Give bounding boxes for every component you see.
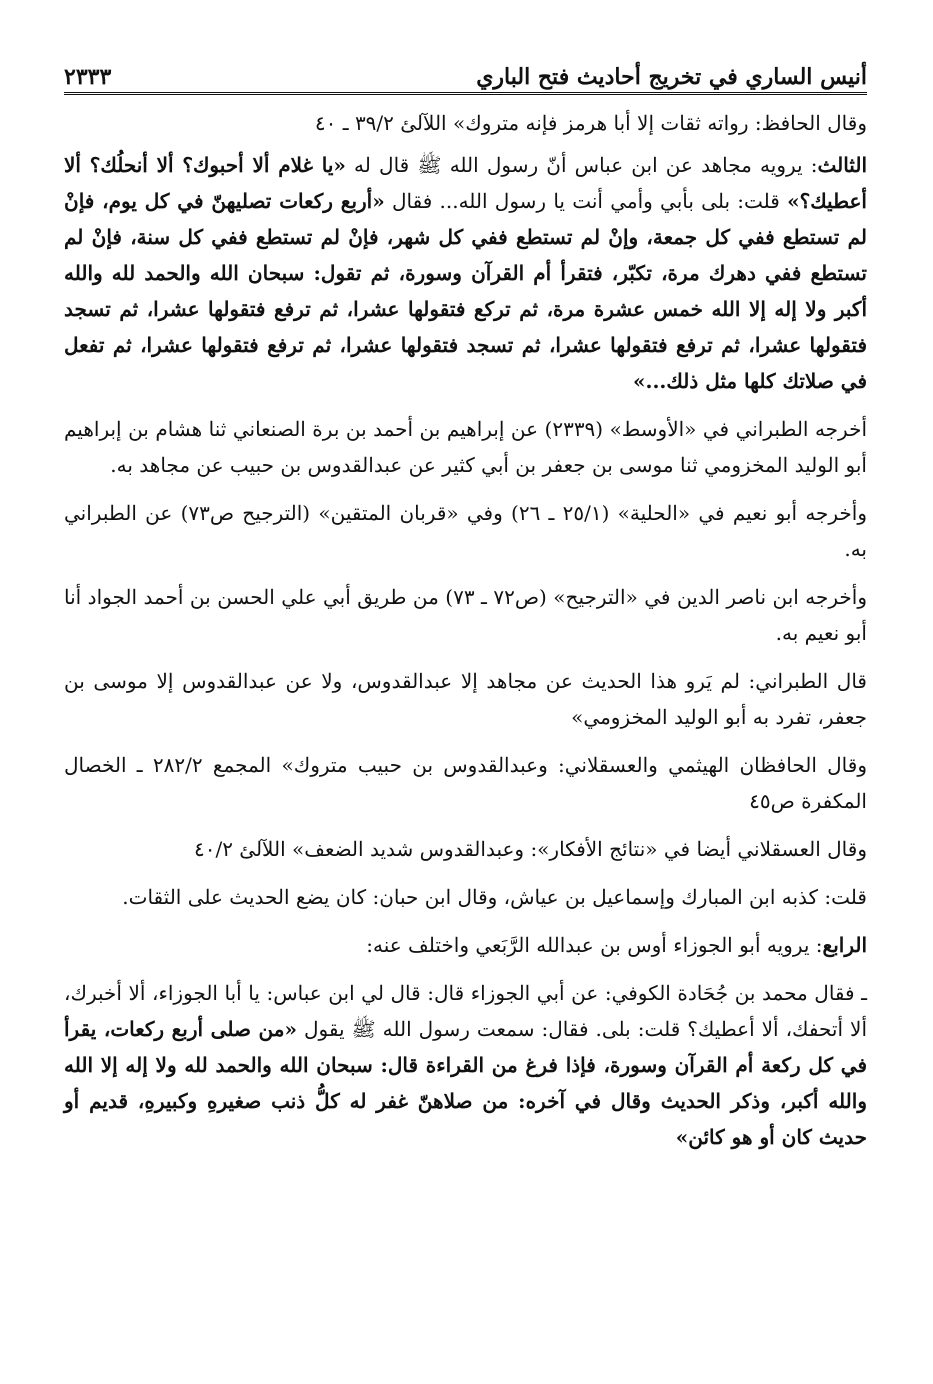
paragraph: [64, 831, 867, 867]
page-body: [64, 105, 867, 1155]
text-segment: : يرويه أبو الجوزاء أوس بن عبدالله الرَّبَعي واختلف عنه:: [366, 933, 823, 957]
text-segment: وأخرجه ابن ناصر الدين في «الترجيح» (ص٧٢ ـ ٧٣) من طريق أبي علي الحسن بن أحمد الجواد أنا أبو نعيم به.: [64, 585, 868, 645]
text-segment: قلت: كذبه ابن المبارك وإسماعيل بن عياش، وقال ابن حبان: كان يضع الحديث على الثقات.: [122, 885, 867, 909]
paragraph: [64, 411, 867, 483]
paragraph: [64, 495, 867, 567]
paragraph: [64, 147, 867, 399]
page-number: ٢٣٣٣: [64, 64, 112, 90]
text-segment: قلت: بلى بأبي وأمي أنت يا رسول الله... فقال: [384, 189, 788, 213]
text-segment: أخرجه الطبراني في «الأوسط» (٢٣٣٩) عن إبراهيم بن أحمد بن برة الصنعاني ثنا هشام بن إبراهيم أبو الوليد المخزومي ثنا موسى بن جعفر بن أبي كثير عن عبدالقدوس بن حبيب عن مجاهد به.: [64, 417, 867, 477]
paragraph: [64, 879, 867, 915]
text-segment: وقال الحافظ: رواته ثقات إلا أبا هرمز فإنه متروك» اللآلئ ٣٩/٢ ـ ٤٠: [314, 111, 867, 135]
hadith-text-bold: «أربع ركعات تصليهنّ في كل يوم، فإنْ لم تستطع ففي كل جمعة، وإنْ لم تستطع ففي كل شهر، فإنْ لم تستطع ففي كل سنة، فإنْ لم تستطع ففي دهرك مرة، تكبّر، فتقرأ أم القرآن وسورة، ثم تقول: سبحان الله والحمد لله والله أكبر ولا إله إلا الله خمس عشرة مرة، ثم تركع فتقولها عشرا، ثم ترفع فتقولها عشرا، ثم تسجد فتقولها عشرا، ثم ترفع فتقولها عشرا، ثم تسجد فتقولها عشرا، ثم ترفع فتقولها عشرا، ثم تفعل في صلاتك كلها مثل ذلك...»: [64, 189, 868, 393]
hadith-text-bold: «يا غلام ألا أحبوك؟ ألا أنحلُك؟ ألا أعطيك؟»: [64, 153, 867, 213]
hadith-text-bold: الثالث: [817, 153, 867, 177]
text-segment: ـ فقال محمد بن جُحَادة الكوفي: عن أبي الجوزاء قال: قال لي ابن عباس: يا أبا الجوزاء، ألا أخبرك، ألا أتحفك، ألا أعطيك؟ قلت: بلى. فقال: سمعت رسول الله ﷺ يقول: [64, 981, 867, 1041]
paragraph: [64, 663, 867, 735]
paragraph: [64, 747, 867, 819]
paragraph: [64, 579, 867, 651]
text-segment: وقال الحافظان الهيثمي والعسقلاني: وعبدالقدوس بن حبيب متروك» المجمع ٢٨٢/٢ ـ الخصال المكفرة ص٤٥: [64, 753, 867, 813]
text-segment: : يرويه مجاهد عن ابن عباس أنّ رسول الله ﷺ قال له: [345, 153, 818, 177]
paragraph: [64, 927, 867, 963]
text-segment: وقال العسقلاني أيضا في «نتائج الأفكار»: وعبدالقدوس شديد الضعف» اللآلئ ٤٠/٢: [193, 837, 867, 861]
text-segment: قال الطبراني: لم يَرو هذا الحديث عن مجاهد إلا عبدالقدوس، ولا عن عبدالقدوس إلا موسى بن جعفر، تفرد به أبو الوليد المخزومي»: [64, 669, 867, 729]
hadith-text-bold: الرابع: [822, 933, 867, 957]
page-header: [64, 48, 867, 88]
paragraph: [64, 975, 867, 1155]
header-rule: [64, 92, 867, 95]
text-segment: وأخرجه أبو نعيم في «الحلية» (٢٥/١ ـ ٢٦) وفي «قربان المتقين» (الترجيح ص٧٣) عن الطبراني به.: [64, 501, 868, 561]
hadith-text-bold: «من صلى أربع ركعات، يقرأ في كل ركعة أم القرآن وسورة، فإذا فرغ من القراءة قال: سبحان الله والحمد لله ولا إله إلا الله والله أكبر، وذكر الحديث وقال في آخره: من صلاهنّ غفر له كلُّ ذنب صغيرهِ وكبيرهِ، قديم أو حديث كان أو هو كائن»: [64, 1017, 867, 1149]
running-title: أنيس الساري في تخريج أحاديث فتح الباري: [476, 64, 867, 90]
paragraph: [64, 105, 867, 141]
